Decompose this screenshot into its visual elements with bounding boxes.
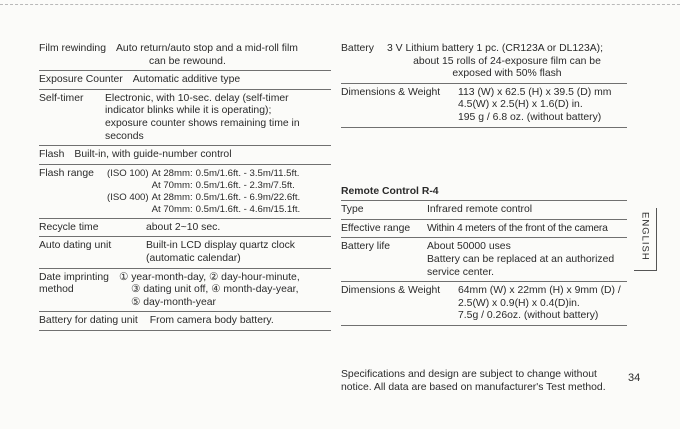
flash-range-focal: At 28mm: [151,167,193,179]
battery-line3: exposed with 50% flash [452,68,562,80]
dimensions-line3: 195 g / 6.8 oz. (without battery) [458,111,602,123]
date-imprinting-entry [39,269,331,313]
remote-battery-entry [341,238,627,282]
flash-range-iso: (ISO 400) [107,191,149,203]
self-timer-line4: seconds [105,130,144,142]
date-imprinting-label-method: method [39,284,74,296]
flash-range-distance: 0.5m/1.6ft. - 4.6m/15.1ft. [195,203,301,215]
remote-dimensions-line1: 64mm (W) x 22mm (H) x 9mm (D) / [458,285,621,297]
flash-range-distance: 0.5m/1.6ft. - 2.3m/7.5ft. [195,179,295,191]
film-rewinding-entry [39,40,331,71]
remote-battery-label: Battery life [341,241,391,253]
remote-type-value: Infrared remote control [427,204,533,216]
battery-dating-entry [39,312,331,331]
flash-range-distance: 0.5m/1.6ft. - 6.9m/22.6ft. [195,191,301,203]
date-imprinting-line1: ① year-month-day, ② day-hour-minute, [119,271,300,283]
remote-dimensions-label: Dimensions & Weight [341,285,441,297]
flash-label: Flash [39,149,65,161]
exposure-counter-entry [39,71,331,90]
language-tab-label: ENGLISH [639,212,651,261]
film-rewinding-label: Film rewinding [39,43,106,54]
recycle-time-value: about 2~10 sec. [146,221,221,233]
remote-type-entry [341,201,627,220]
remote-range-value: Within 4 meters of the front of the camera [427,222,608,234]
page-number: 34 [628,372,641,384]
recycle-time-entry [39,219,331,238]
flash-range-row [107,180,300,192]
self-timer-line1: Electronic, with 10-sec. delay (self-timer [105,92,289,104]
auto-dating-line1: Built-in LCD display quartz clock [146,240,295,252]
remote-dimensions-line3: 7.5g / 0.26oz. (without battery) [458,310,599,322]
flash-range-row [107,192,300,204]
language-side-tab [634,208,657,271]
flash-range-distance: 0.5m/1.6ft. - 3.5m/11.5ft. [195,167,300,179]
date-imprinting-label: Date imprinting [39,271,109,283]
flash-range-label: Flash range [39,167,94,179]
specifications-note-line1: Specifications and design are subject to change without [341,368,597,380]
flash-range-focal: At 70mm: [151,179,193,191]
remote-control-heading: Remote Control R-4 [341,186,627,202]
recycle-time-label: Recycle time [39,221,99,233]
flash-range-iso: (ISO 100) [107,167,149,179]
battery-line2: about 15 rolls of 24-exposure film can be [413,55,601,67]
auto-dating-entry [39,237,331,268]
flash-range-iso [107,180,152,192]
remote-type-label: Type [341,204,364,216]
self-timer-entry [39,90,331,146]
dimensions-line2: 4.5(W) x 2.5(H) x 1.6(D) in. [458,99,583,111]
dimensions-entry [341,84,627,128]
film-rewinding-line2: can be rewound. [149,55,226,67]
left-spec-column [39,40,331,331]
flash-range-iso [107,204,152,216]
auto-dating-line2: (automatic calendar) [146,252,241,264]
self-timer-line2: indicator blinks while it is operating); [105,105,272,117]
specifications-note [341,368,627,394]
exposure-counter-label: Exposure Counter [39,74,123,86]
date-imprinting-line3: ⑤ day-month-year [131,296,216,308]
flash-range-entry [39,165,331,219]
remote-range-entry [341,220,627,239]
flash-range-table [107,168,300,216]
dimensions-label: Dimensions & Weight [341,86,441,98]
self-timer-line3: exposure counter shows remaining time in [105,117,300,129]
battery-dating-value: From camera body battery. [149,315,274,327]
exposure-counter-value: Automatic additive type [132,74,241,86]
flash-value: Built-in, with guide-number control [74,149,232,161]
remote-range-label: Effective range [341,222,411,234]
flash-range-focal: At 28mm: [151,191,193,203]
battery-label: Battery [341,43,374,54]
self-timer-label: Self-timer [39,92,84,104]
remote-battery-line3: service center. [427,266,494,278]
flash-range-focal: At 70mm: [151,203,193,215]
battery-dating-label: Battery for dating unit [39,315,138,327]
flash-range-row [107,204,300,216]
remote-dimensions-entry [341,282,627,326]
auto-dating-label: Auto dating unit [39,240,112,252]
dimensions-line1: 113 (W) x 62.5 (H) x 39.5 (D) mm [458,86,612,98]
remote-battery-line2: Battery can be replaced at an authorized [427,253,615,265]
specifications-note-line2: notice. All data are based on manufacturer's Test method. [341,382,606,394]
flash-entry [39,146,331,165]
top-dashed-rule [0,4,680,5]
film-rewinding-line1: Auto return/auto stop and a mid-roll film [115,43,298,54]
date-imprinting-line2: ③ dating unit off, ④ month-day-year, [131,284,299,296]
remote-dimensions-line2: 2.5(W) x 0.9(H) x 0.4(D)in. [458,297,580,309]
right-spec-column [341,40,627,394]
remote-battery-line1: About 50000 uses [427,241,511,253]
battery-entry [341,40,627,84]
flash-range-row [107,168,300,180]
battery-line1: 3 V Lithium battery 1 pc. (CR123A or DL123A); [387,43,604,54]
